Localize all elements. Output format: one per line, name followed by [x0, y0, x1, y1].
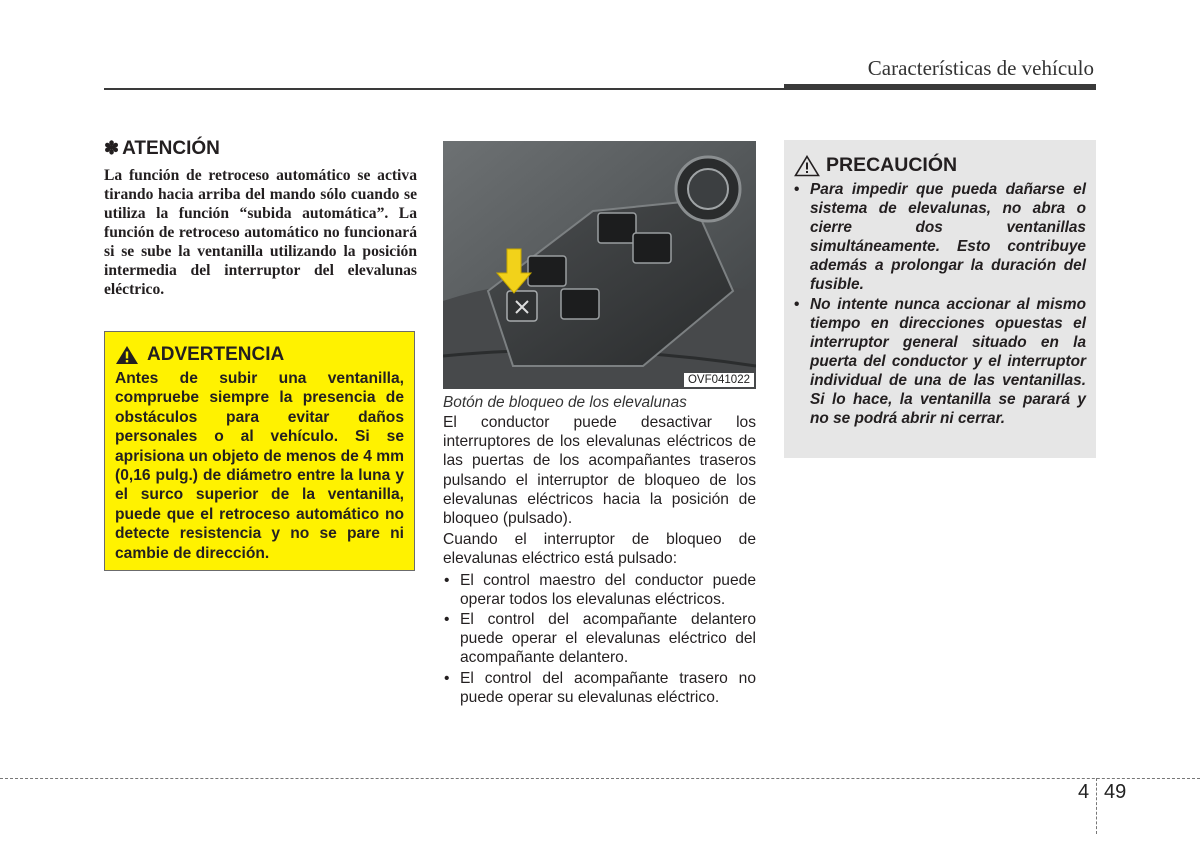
attention-heading	[104, 138, 417, 160]
running-header: Características de vehículo	[867, 56, 1094, 80]
header-rule-thin	[104, 88, 784, 90]
warning-heading	[115, 344, 404, 366]
warning-box	[104, 331, 415, 571]
list-item: • El control del acompañante trasero no puede operar su elevalunas eléctrico.	[443, 669, 756, 707]
warning-text: Antes de subir una ventanilla, compruebe siempre la presencia de obstáculos para evitar daños personales o al vehículo. Si se aprisiona un objeto de menos de 4 mm (0,16 pulg.) de diámetro entre la luna y el surco superior de la ventanilla, puede que el retroceso automático no detecte resistencia y no se pare ni cambie de dirección.	[115, 370, 404, 562]
window-switch-photo	[443, 141, 756, 389]
warning-heading-label: ADVERTENCIA	[147, 344, 285, 365]
caution-heading-label: PRECAUCIÓN	[826, 154, 958, 176]
attention-section	[104, 138, 417, 299]
caution-heading	[794, 154, 1086, 177]
page-number: 49	[1104, 781, 1127, 803]
asterisk-icon: ✽	[104, 138, 120, 158]
lock-paragraph-2: Cuando el interruptor de bloqueo de elevalunas eléctrico está pulsado:	[443, 531, 756, 568]
warning-triangle-icon	[115, 345, 139, 365]
door-switch-panel-illustration	[443, 141, 756, 389]
footer-divider	[0, 778, 1200, 779]
footer-vertical-divider	[1096, 778, 1097, 834]
list-item: • Para impedir que pueda dañarse el sistema de elevalunas, no abra o cierre dos ventanillas simultáneamente. Esto contribuye además a prolongar la duración del fusible.	[794, 180, 1086, 294]
attention-text: La función de retroceso automático se activa tirando hacia arriba del mando sólo cuando se utiliza la función “subida automática”. La función de retroceso automático no funcionará si se sube la ventanilla utilizando la posición intermedia del interruptor del elevalunas eléctrico.	[104, 167, 417, 298]
caution-bullet-list	[794, 180, 1086, 428]
list-item: • El control maestro del conductor puede operar todos los elevalunas eléctricos.	[443, 571, 756, 609]
figure-code: OVF041022	[684, 373, 754, 387]
list-item: • El control del acompañante delantero puede operar el elevalunas eléctrico del acompañante delantero.	[443, 610, 756, 668]
list-item: • No intente nunca accionar al mismo tiempo en direcciones opuestas el interruptor general situado en la puerta del conductor y el interruptor individual de una de las ventanillas. Si lo hace, la ventanilla se parará y no se podrá abrir ni cerrar.	[794, 295, 1086, 428]
caution-box	[784, 140, 1096, 458]
lock-paragraph-1: El conductor puede desactivar los interruptores de los elevalunas eléctricos de las puertas de los acompañantes traseros pulsando el interruptor de bloqueo de los elevalunas eléctricos hacia la posición de bloqueo (pulsado).	[443, 414, 756, 528]
header-rule-thick	[784, 84, 1096, 90]
caution-triangle-icon	[794, 155, 820, 177]
lock-bullet-list	[443, 571, 756, 707]
lock-section	[443, 393, 756, 708]
figure-caption: Botón de bloqueo de los elevalunas	[443, 394, 687, 411]
chapter-number: 4	[1078, 781, 1090, 803]
attention-heading-label: ATENCIÓN	[122, 138, 220, 159]
